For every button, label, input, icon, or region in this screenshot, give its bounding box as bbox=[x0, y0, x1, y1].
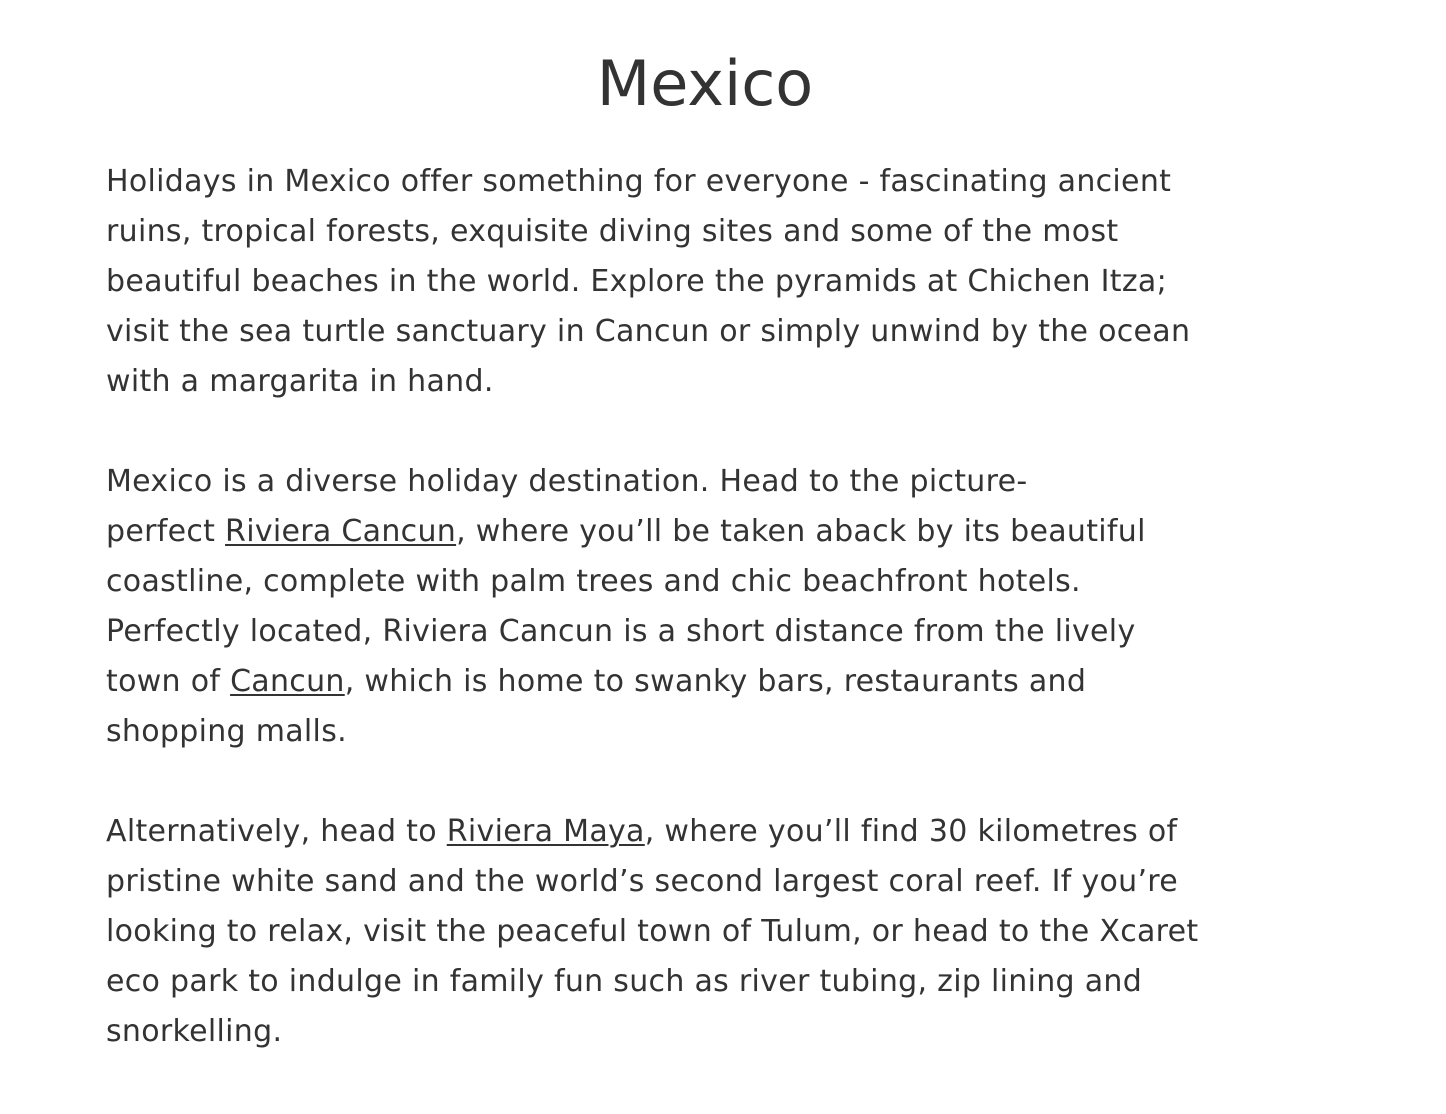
text-segment: Alternatively, head to bbox=[106, 814, 447, 849]
paragraph-line: Perfectly located, Riviera Cancun is a short distance from the lively bbox=[106, 614, 1136, 649]
text-segment: perfect bbox=[106, 514, 226, 549]
paragraph-line: pristine white sand and the world’s second largest coral reef. If you’re bbox=[106, 864, 1179, 899]
text-segment: , where you’ll find 30 kilometres of bbox=[644, 814, 1178, 849]
alternatives-paragraph bbox=[106, 807, 1306, 1057]
text-segment: town of bbox=[106, 664, 231, 699]
paragraph-line: with a margarita in hand. bbox=[106, 364, 494, 399]
riviera-cancun-link[interactable]: Riviera Cancun bbox=[225, 514, 457, 549]
cancun-link[interactable]: Cancun bbox=[230, 664, 345, 699]
paragraph-line: visit the sea turtle sanctuary in Cancun or simply unwind by the ocean bbox=[106, 314, 1191, 349]
paragraph-line: eco park to indulge in family fun such as river tubing, zip lining and bbox=[106, 964, 1143, 999]
paragraph-line: looking to relax, visit the peaceful town of Tulum, or head to the Xcaret bbox=[106, 914, 1199, 949]
page-title: Mexico bbox=[596, 47, 814, 120]
paragraph-line: ruins, tropical forests, exquisite diving sites and some of the most bbox=[106, 214, 1119, 249]
paragraph-line bbox=[106, 657, 1306, 707]
paragraph-line bbox=[106, 507, 1306, 557]
intro-paragraph bbox=[106, 157, 1306, 407]
riviera-maya-link[interactable]: Riviera Maya bbox=[446, 814, 645, 849]
paragraph-line: shopping malls. bbox=[106, 714, 347, 749]
article-body bbox=[106, 157, 1306, 1107]
paragraph-line: Holidays in Mexico offer something for everyone - fascinating ancient bbox=[106, 164, 1172, 199]
destinations-paragraph bbox=[106, 457, 1306, 757]
paragraph-line: snorkelling. bbox=[106, 1014, 283, 1049]
paragraph-line: beautiful beaches in the world. Explore the pyramids at Chichen Itza; bbox=[106, 264, 1167, 299]
paragraph-line bbox=[106, 807, 1306, 857]
paragraph-line: Mexico is a diverse holiday destination. Head to the picture- bbox=[106, 464, 1028, 499]
paragraph-line: coastline, complete with palm trees and chic beachfront hotels. bbox=[106, 564, 1081, 599]
text-segment: , where you’ll be taken aback by its beautiful bbox=[456, 514, 1146, 549]
text-segment: , which is home to swanky bars, restaurants and bbox=[344, 664, 1087, 699]
